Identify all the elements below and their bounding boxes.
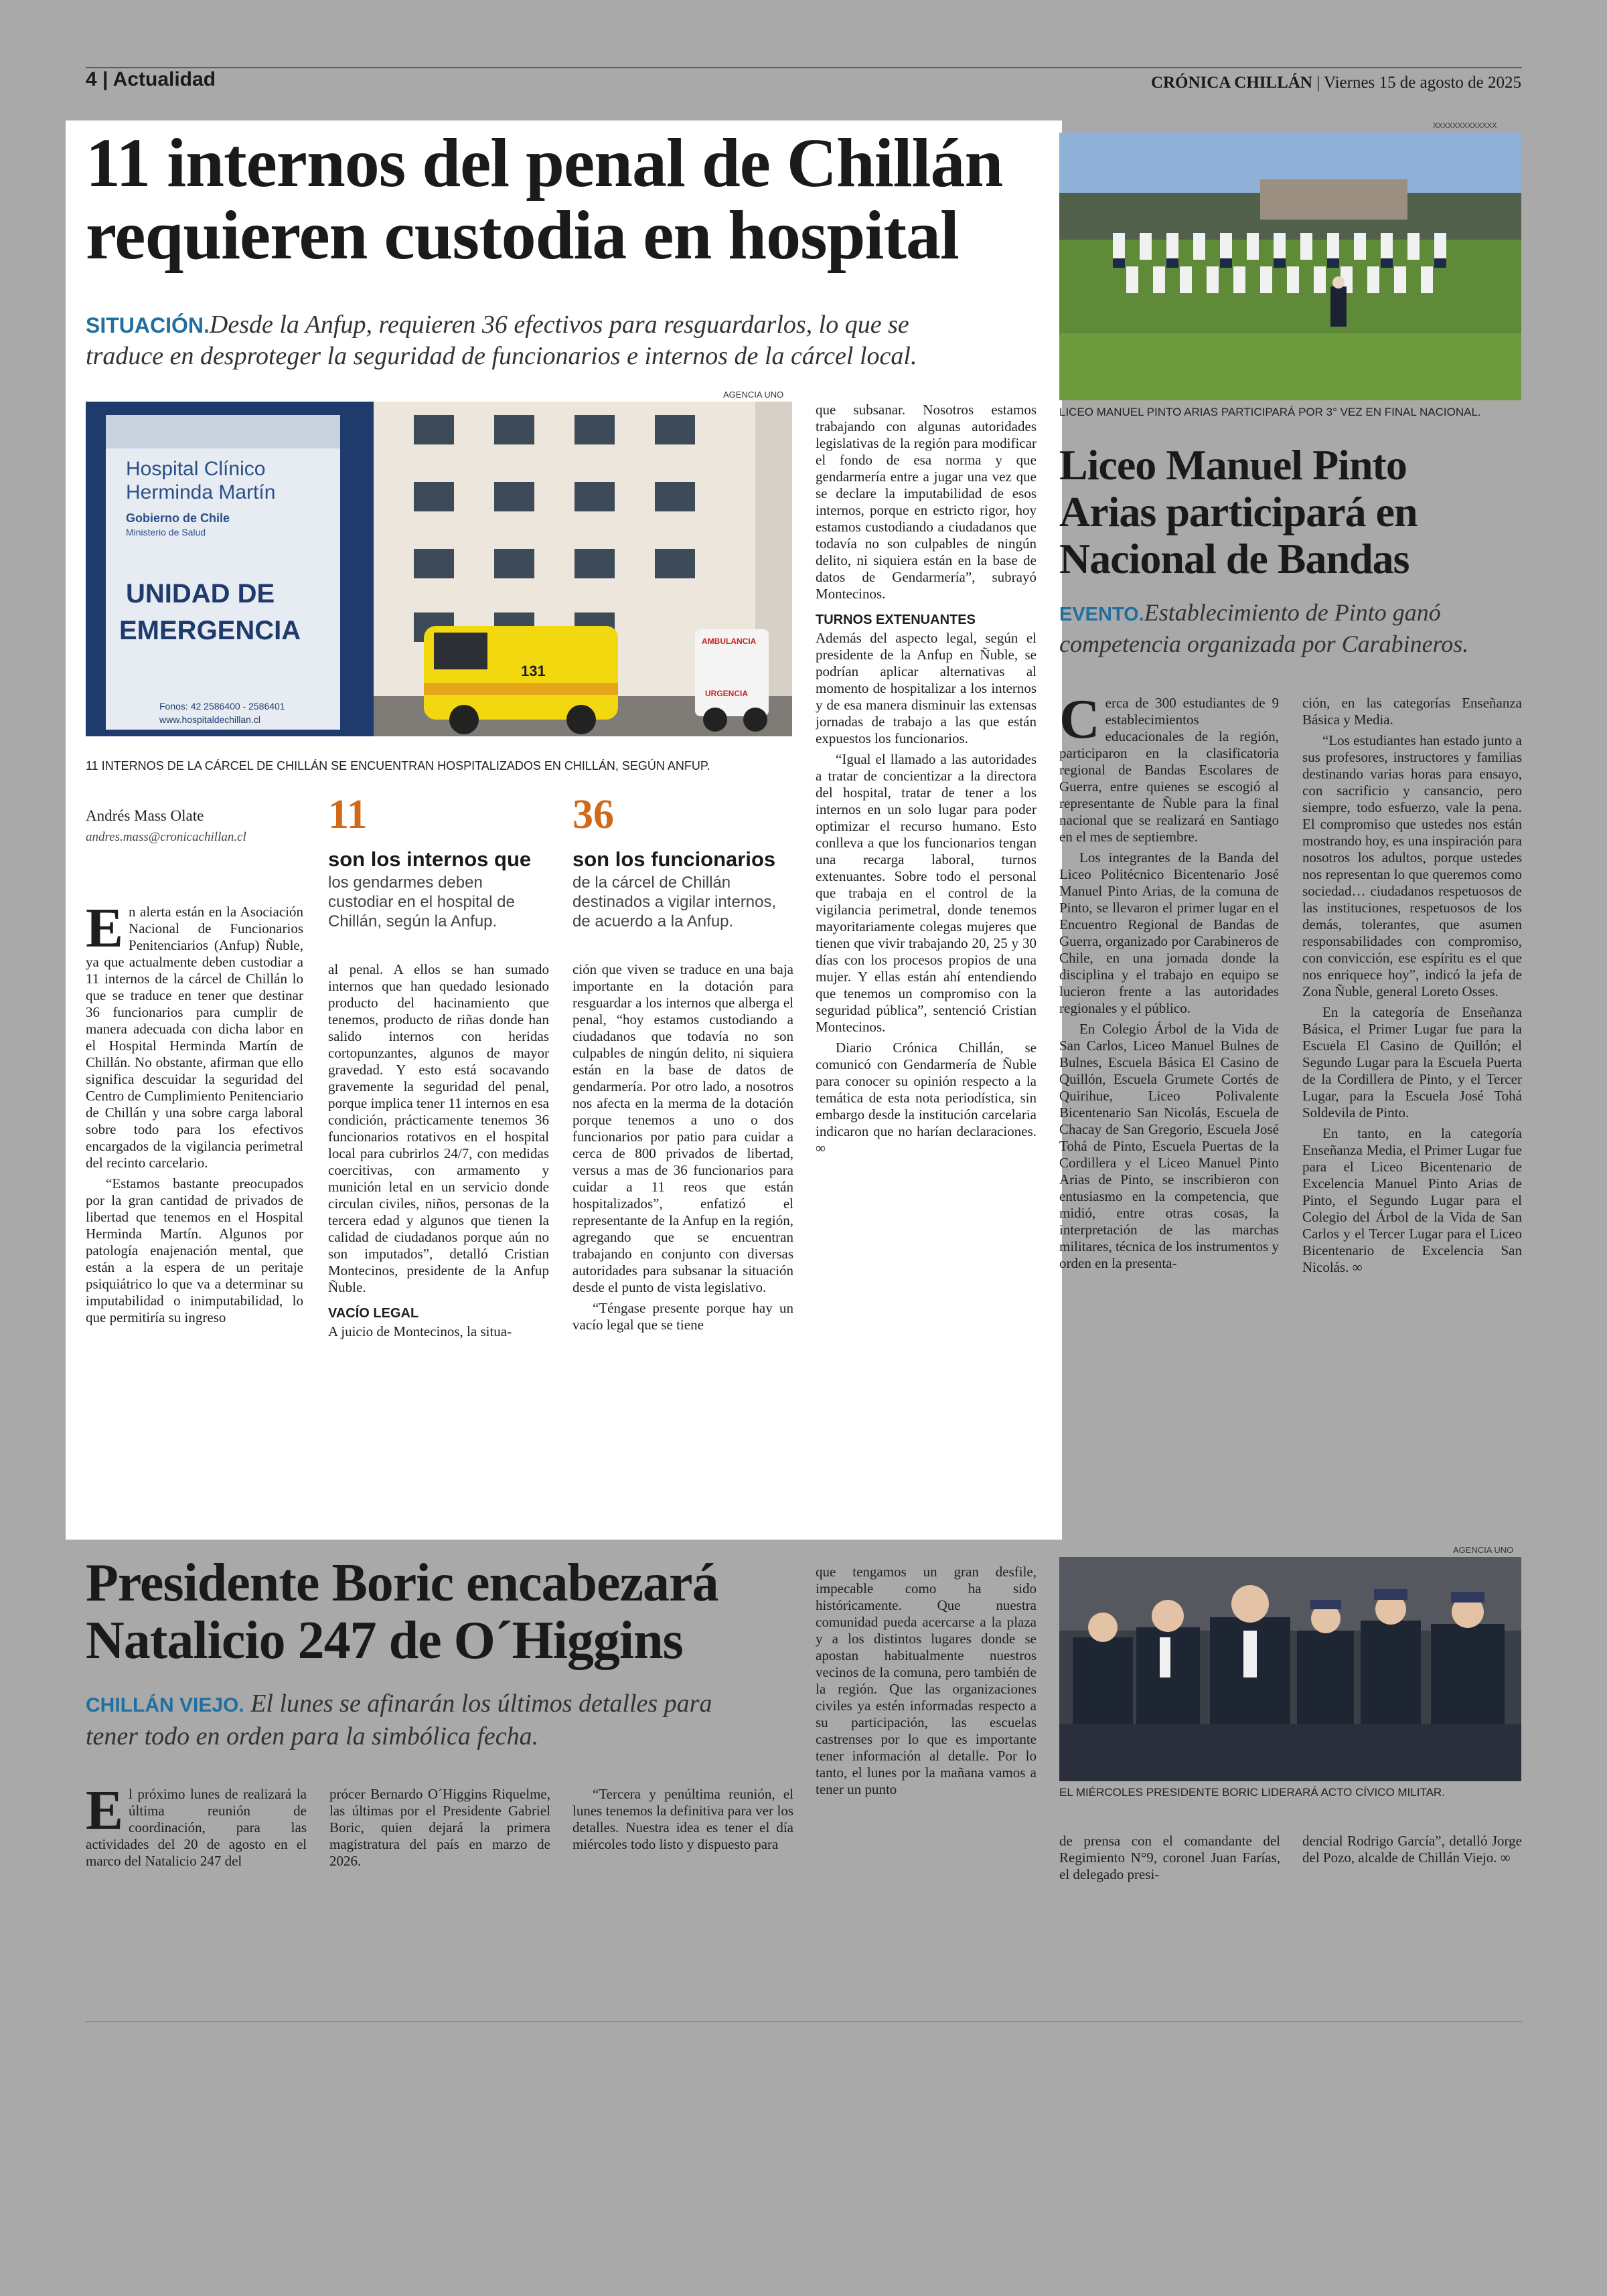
fact1-text: los gendarmes deben custodiar en el hospital de Chillán, según la Anfup. (328, 874, 515, 930)
top-rule (86, 67, 1522, 68)
bands-headline-line2: Arias participará en (1059, 488, 1418, 536)
main-end-mark: ∞ (816, 1140, 826, 1156)
boric-photo-credit: AGENCIA UNO (1453, 1545, 1514, 1555)
ambulance-label: AMBULANCIA (702, 637, 757, 646)
main-deck-line2: traduce en desproteger la seguridad de funcionarios e internos de la cárcel local. (86, 342, 917, 370)
main-col2-p2: A juicio de Montecinos, la situa- (328, 1323, 512, 1339)
main-kicker: SITUACIÓN. (86, 313, 210, 337)
main-col4-p3: “Igual el llamado a las autoridades a tratar de concientizar a la directora del hospital, tratar de tener a los internos en un solo lugar para poder optimizar el recurso humano. Esto conlleva a que los funcionarios tengan una recarga laboral, turnos extenuantes. Sobre todo el personal que trabaja en el control de la vigilancia perimetral, donde tenemos mayoritariamente colegas mujeres que tienen que vivir trabajando 20, 25 y 30 días con los procesos propios de una mujer. Y ellas están ahí entendiendo que tenemos un compromiso con la seguridad pública”, sentenció Cristian Montecinos. (816, 751, 1037, 1035)
marching-band-photo-image (1059, 133, 1521, 400)
main-col4-subhead: TURNOS EXTENUANTES (816, 612, 976, 627)
boric-column-6 (1302, 1833, 1522, 1906)
main-column-3 (572, 961, 793, 1520)
sign-line1: Hospital Clínico (126, 458, 266, 480)
boric-deck-line1: El lunes se afinarán los últimos detalles para (250, 1690, 712, 1718)
main-photo (86, 402, 792, 736)
sign-web: www.hospitaldechillan.cl (159, 714, 260, 725)
bands-headline-line1: Liceo Manuel Pinto (1059, 441, 1407, 489)
bands-col2-p2: “Los estudiantes han estado junto a sus profesores, instructores y familias destinando varias horas para ensayo, con sacrificio y cansancio, pero siempre, todo esfuerzo, vale la pena. El compromiso que ustedes nos están mostrando hoy, es una inspiración para nosotros los adultos, porque ustedes nos representan lo que queremos como sociedad… ciudadanos respetuosos de las instituciones, respetuosos de los demás, tolerantes, que asumen responsabilidades con compromiso, con convicción, ese espíritu es el que nos enriquece hoy”, indicó la jefa de Zona Ñuble, general Loreto Osses. (1302, 732, 1522, 999)
page-number: 4 (86, 68, 97, 90)
main-col1-p1: n alerta están en la Asociación Nacional de Funcionarios Penitenciarios (Anfup) Ñuble, ya que actualmente deben custodiar a 11 internos de la cárcel de Chillán lo que se traduce en tener que destinar 36 funcionarios para cumplir de manera adecuada con dicha labor en el Hospital Herminda Martín de Chillán. No obstante, afirman que ello significa descuidar la seguridad del Centro de Cumplimiento Penitenciario de Chillán y una sobre carga laboral sobre todo para los efectivos encargados de la vigilancia perimetral del recinto carcelario. (86, 904, 303, 1171)
runner-divider-2: | (1316, 74, 1324, 92)
fact2-title: son los funcionarios (572, 847, 776, 871)
boric-headline-line1: Presidente Boric encabezará (86, 1554, 718, 1613)
boric-col5-p1: de prensa con el comandante del Regimiento N°9, coronel Juan Farías, el delegado presi- (1059, 1833, 1280, 1882)
main-deck (86, 309, 1050, 372)
main-headline (86, 127, 1002, 272)
sign-line4: Ministerio de Salud (126, 527, 206, 538)
hospital-photo-image (86, 402, 792, 736)
bands-end-mark: ∞ (1352, 1259, 1363, 1275)
main-deck-line1: Desde la Anfup, requieren 36 efectivos para resguardarlos, lo que se (209, 311, 909, 339)
main-col3-p2: “Téngase presente porque hay un vacío legal que se tiene (572, 1300, 793, 1333)
sign-phone: Fonos: 42 2586400 - 2586401 (159, 701, 285, 712)
main-photo-credit: AGENCIA UNO (723, 390, 784, 400)
fact1-title: son los internos que (328, 847, 532, 871)
main-dropcap: E (86, 904, 124, 959)
issue-date: Viernes 15 de agosto de 2025 (1324, 74, 1521, 92)
boric-kicker: CHILLÁN VIEJO. (86, 1694, 244, 1716)
boric-col4-p1: que tengamos un gran desfile, impecable como ha sido históricamente. Que nuestra comunidad pueda acercarse a la plaza y a los distintos lugares donde se apostan habitualmente nuestros vecinos de la comuna, pero también de la región. Que las organizaciones civiles ya estén informadas respecto a su participación, las escuelas castrenses por lo que es importante tener información al detalle. Por lo tanto, el lunes por la mañana vamos a tener un punto (816, 1564, 1037, 1797)
boric-column-2 (329, 1786, 550, 1906)
bands-column-2 (1302, 695, 1522, 1522)
main-col1-p2: “Estamos bastante preocupados por la gran cantidad de privados de libertad que tenemos en el Hospital Herminda Martín. Algunos por patología enajenación mental, que están a la espera de un peritaje psiquiátrico lo que va a determinar su imputabilidad o inimputabilidad, lo que permitiría su ingreso (86, 1175, 303, 1325)
main-headline-line1: 11 internos del penal de Chillán (86, 125, 1003, 201)
fact2-text: de la cárcel de Chillán destinados a vigilar internos, de acuerdo a la Anfup. (572, 874, 777, 930)
boric-column-1 (86, 1786, 307, 1906)
main-col4-p4: Diario Crónica Chillán, se comunicó con Gendarmería de Ñuble para conocer su opinión respecto a la temática de esta nota periodística, sin embargo desde la institución carcelaria indicaron que no harían declaraciones. (816, 1040, 1037, 1139)
sign-line2: Herminda Martín (126, 481, 276, 503)
bands-kicker: EVENTO. (1059, 604, 1144, 625)
main-col2-subhead: VACÍO LEGAL (328, 1306, 419, 1321)
bands-dropcap: C (1059, 695, 1100, 750)
main-column-1 (86, 904, 303, 1520)
page-runner-right (1151, 74, 1521, 92)
publication-name: CRÓNICA CHILLÁN (1150, 74, 1312, 92)
bands-col2-p3: En la categoría de Enseñanza Básica, el Primer Lugar fue para la Escuela El Casino de Quillón; el Segundo Lugar para la Escuela Puerta de la Cordillera de Pinto, y el Tercer Lugar, para la Escuela José Tohá Soldevila de Pinto. (1302, 1004, 1522, 1121)
fact2-number: 36 (572, 792, 614, 837)
main-column-2 (328, 961, 549, 1520)
bands-headline-line3: Nacional de Bandas (1059, 535, 1409, 582)
boric-end-mark: ∞ (1500, 1850, 1511, 1866)
ambulance-number: 131 (521, 663, 546, 679)
bands-headline (1059, 442, 1418, 582)
boric-photo (1059, 1557, 1521, 1781)
fact1-number: 11 (328, 792, 368, 837)
main-headline-line2: requieren custodia en hospital (86, 197, 959, 274)
bands-col2-p1: ción, en las categorías Enseñanza Básica y Media. (1302, 695, 1522, 728)
boric-col6-p1: dencial Rodrigo García”, detalló Jorge del Pozo, alcalde de Chillán Viejo. (1302, 1833, 1522, 1866)
bands-photo-credit: XXXXXXXXXXXXX (1433, 122, 1497, 130)
boric-column-4 (816, 1564, 1037, 1908)
ambulance-label2: URGENCIA (705, 689, 749, 698)
boric-dropcap: E (86, 1786, 124, 1841)
bands-col1-p3: En Colegio Árbol de la Vida de San Carlos, Liceo Manuel Bulnes de Bulnes, Escuela Básica El Casino de Quillón, Escuela Grumete Cortés de Quirihue, Liceo Polivalente Bicentenario San Nicolás, Escuela de Chacay de San Gregorio, Escuela José Tohá de Pinto, Escuela Puertas de la Cordillera y el Liceo Manuel Pinto Arias de Pinto, se inscribieron con entusiasmo en la competencia, que midió, entre otras cosas, la interpretación de las marchas militares, técnica de los instrumentos y orden en la presenta- (1059, 1021, 1279, 1271)
boric-column-3 (572, 1786, 793, 1906)
main-col4-p1: que subsanar. Nosotros estamos trabajando con algunas autoridades legislativas de la región para modificar el fondo de esa norma y que gendarmería entre a jugar una vez que se declare la imputabilidad de esos internos, porque en estricto rigor, hoy estamos custodiando a ciudadanos que todavía no son culpables de ningún delito, ni siquiera están en la base de datos de Gendarmería”, subrayó Montecinos. (816, 402, 1037, 602)
bands-deck (1059, 598, 1521, 659)
byline-email: andres.mass@cronicachillan.cl (86, 830, 246, 844)
boric-column-5 (1059, 1833, 1280, 1906)
sign-line3: Gobierno de Chile (126, 511, 230, 525)
byline-name: Andrés Mass Olate (86, 807, 204, 824)
sign-big1: UNIDAD DE (126, 579, 275, 608)
boric-deck (86, 1688, 795, 1752)
bands-col1-p1: erca de 300 estudiantes de 9 establecimientos educacionales de la región, participaron en la clasificatoria regional de Bandas Escolares de Guerra, entre quienes se escogió al representante de Ñuble para la final nacional que se realizará en Santiago en el mes de septiembre. (1059, 695, 1279, 845)
runner-divider: | (102, 68, 113, 90)
boric-deck-line2: tener todo en orden para la simbólica fecha. (86, 1722, 539, 1750)
bands-deck-line1: Establecimiento de Pinto ganó (1144, 599, 1441, 626)
bands-col2-p4: En tanto, en la categoría Enseñanza Media, el Primer Lugar fue para el Liceo Bicentenario de Excelencia Manuel Pinto Arias de Pinto, el Segundo Lugar para el Colegio del Árbol de la Vida de San Carlos y el Tercer Lugar para el Liceo Bicentenario de Excelencia San Nicolás. (1302, 1125, 1522, 1275)
main-column-4 (816, 402, 1037, 1520)
main-col3-p1: ción que viven se traduce en una baja importante en la dotación para resguardar a los internos que alberga el penal, “hoy estamos custodiando a ciudadanos que todavía no son culpables de ningún delito, ni siquiera están en la base de datos de gendarmería. Por otro lado, a nosotros nos afecta en la merma de la dotación porque tenemos a uno o dos funcionarios por patio para cuidar a cerca de 800 privados de libertad, versus a mas de 36 funcionarios para cuidar a 11 reos que están hospitalizados”, enfatizó el representante de la Anfup en la región, agregando que se encuentran trabajando en conjunto con diversas autoridades para subsanar la situación desde el punto de vista legislativo. (572, 961, 793, 1295)
bands-photo-caption: LICEO MANUEL PINTO ARIAS PARTICIPARÁ POR 3° VEZ EN FINAL NACIONAL. (1059, 406, 1481, 418)
bands-col1-p2: Los integrantes de la Banda del Liceo Politécnico Bicentenario José Manuel Pinto Arias, de la comuna de Pinto, se llevaron el primer lugar en el Encuentro Regional de Bandas de Guerra, organizado por Carabineros de Chile, en una jornada donde la disciplina y el trabajo en equipo se lucieron frente a las autoridades regionales y el público. (1059, 849, 1279, 1016)
page-runner-left (86, 68, 216, 91)
bands-column-1 (1059, 695, 1279, 1522)
main-col4-p2: Además del aspecto legal, según el presidente de la Anfup en Ñuble, se podrían aplicar alternativas al momento de hospitalizar a los internos y de esa manera disminuir las extensas jornadas de trabajo a las que están expuestos los funcionarios. (816, 630, 1037, 746)
sign-big2: EMERGENCIA (119, 616, 301, 645)
boric-photo-caption: EL MIÉRCOLES PRESIDENTE BORIC LIDERARÁ ACTO CÍVICO MILITAR. (1059, 1786, 1445, 1799)
boric-col3-p1: “Tercera y penúltima reunión, el lunes tenemos la definitiva para ver los detalles. Nuestra idea es tener el día miércoles todo listo y dispuesto para (572, 1786, 793, 1852)
main-col2-p1: al penal. A ellos se han sumado internos que han quedado lesionado producto del hacinamiento que tenemos, producto de riñas donde han salido internos con heridas cortopunzantes, algunos de mayor gravedad. Y esto está socavando gravemente la seguridad del penal, porque implica tener 11 internos en esa condición, prácticamente tenemos 36 funcionarios rotativos en el hospital local para cubrirlos 24/7, con medidas coercitivas, con armamento y munición letal en un servicio donde circulan civiles, niños, personas de la tercera edad y algunos que tienen la calidad de ciudadanos porque aún no son imputados”, detalló Cristian Montecinos, presidente de la Anfup Ñuble. (328, 961, 549, 1295)
main-photo-caption: 11 INTERNOS DE LA CÁRCEL DE CHILLÁN SE ENCUENTRAN HOSPITALIZADOS EN CHILLÁN, SEGÚN ANFUP. (86, 759, 710, 772)
bands-photo (1059, 133, 1521, 400)
boric-col2-p1: prócer Bernardo O´Higgins Riquelme, las últimas por el Presidente Gabriel Boric, quien dejará la primera magistratura del país en marzo de 2026. (329, 1786, 550, 1869)
boric-headline (86, 1554, 718, 1669)
boric-headline-line2: Natalicio 247 de O´Higgins (86, 1611, 683, 1670)
section-name: Actualidad (112, 68, 216, 90)
ceremony-photo-image (1059, 1557, 1521, 1781)
bands-deck-line2: competencia organizada por Carabineros. (1059, 631, 1469, 657)
boric-col1-p1: l próximo lunes de realizará la última reunión de coordinación, para las actividades del 20 de agosto en el marco del Natalicio 247 del (86, 1786, 307, 1869)
